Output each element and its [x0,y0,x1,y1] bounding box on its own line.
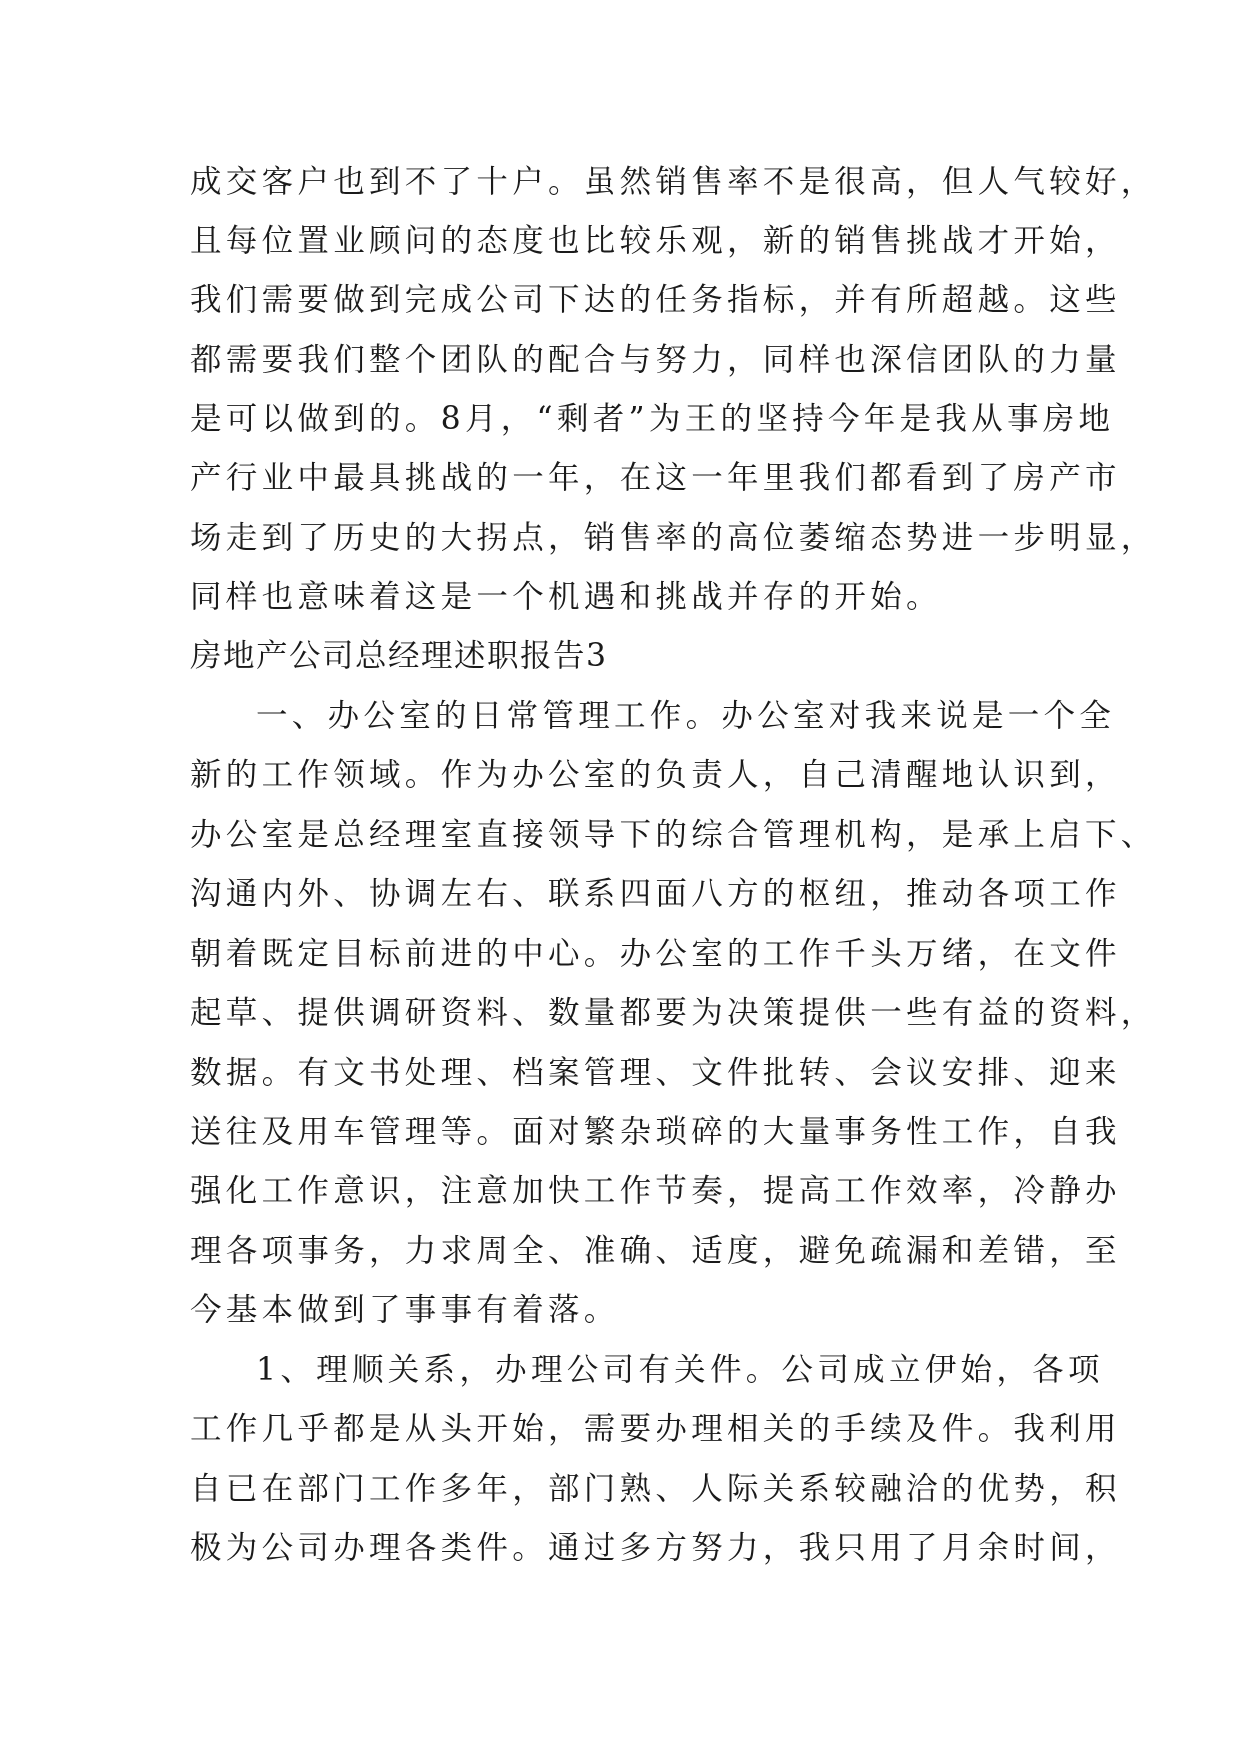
paragraph-line: 送往及用车管理等。面对繁杂琐碎的大量事务性工作，自我 [190,1114,1121,1150]
paragraph-first-line: 1、理顺关系，办理公司有关件。公司成立伊始，各项 [256,1352,1104,1388]
paragraph-line: 今基本做到了事事有着落。 [190,1292,620,1328]
paragraph-line: 自已在部门工作多年，部门熟、人际关系较融洽的优势，积 [190,1471,1121,1507]
paragraph-line: 强化工作意识，注意加快工作节奏，提高工作效率，冷静办 [190,1173,1121,1209]
paragraph-line: 产行业中最具挑战的一年，在这一年里我们都看到了房产市 [190,460,1121,496]
paragraph-line: 同样也意味着这是一个机遇和挑战并存的开始。 [190,579,942,615]
paragraph-line: 起草、提供调研资料、数量都要为决策提供一些有益的资料， [190,995,1157,1031]
paragraph-line: 沟通内外、协调左右、联系四面八方的枢纽，推动各项工作 [190,876,1121,912]
paragraph-line: 理各项事务，力求周全、准确、适度，避免疏漏和差错，至 [190,1233,1121,1269]
paragraph-line: 成交客户也到不了十户。虽然销售率不是很高，但人气较好， [190,164,1157,200]
paragraph-line: 数据。有文书处理、档案管理、文件批转、会议安排、迎来 [190,1055,1121,1091]
section-heading: 房地产公司总经理述职报告3 [190,638,608,674]
paragraph-line: 且每位置业顾问的态度也比较乐观，新的销售挑战才开始， [190,223,1121,259]
paragraph-first-line: 一、办公室的日常管理工作。办公室对我来说是一个全 [256,698,1116,734]
paragraph-line: 我们需要做到完成公司下达的任务指标，并有所超越。这些 [190,282,1121,318]
paragraph-line: 极为公司办理各类件。通过多方努力，我只用了月余时间， [190,1530,1121,1566]
paragraph-line: 都需要我们整个团队的配合与努力，同样也深信团队的力量 [190,342,1121,378]
paragraph-line: 朝着既定目标前进的中心。办公室的工作千头万绪，在文件 [190,936,1121,972]
paragraph-line: 办公室是总经理室直接领导下的综合管理机构，是承上启下、 [190,817,1157,853]
paragraph-line: 场走到了历史的大拐点，销售率的高位萎缩态势进一步明显， [190,520,1157,556]
paragraph-line: 是可以做到的。8月，“剩者”为王的坚持今年是我从事房地 [190,401,1115,437]
paragraph-line: 工作几乎都是从头开始，需要办理相关的手续及件。我利用 [190,1411,1121,1447]
paragraph-line: 新的工作领域。作为办公室的负责人，自己清醒地认识到， [190,757,1121,793]
